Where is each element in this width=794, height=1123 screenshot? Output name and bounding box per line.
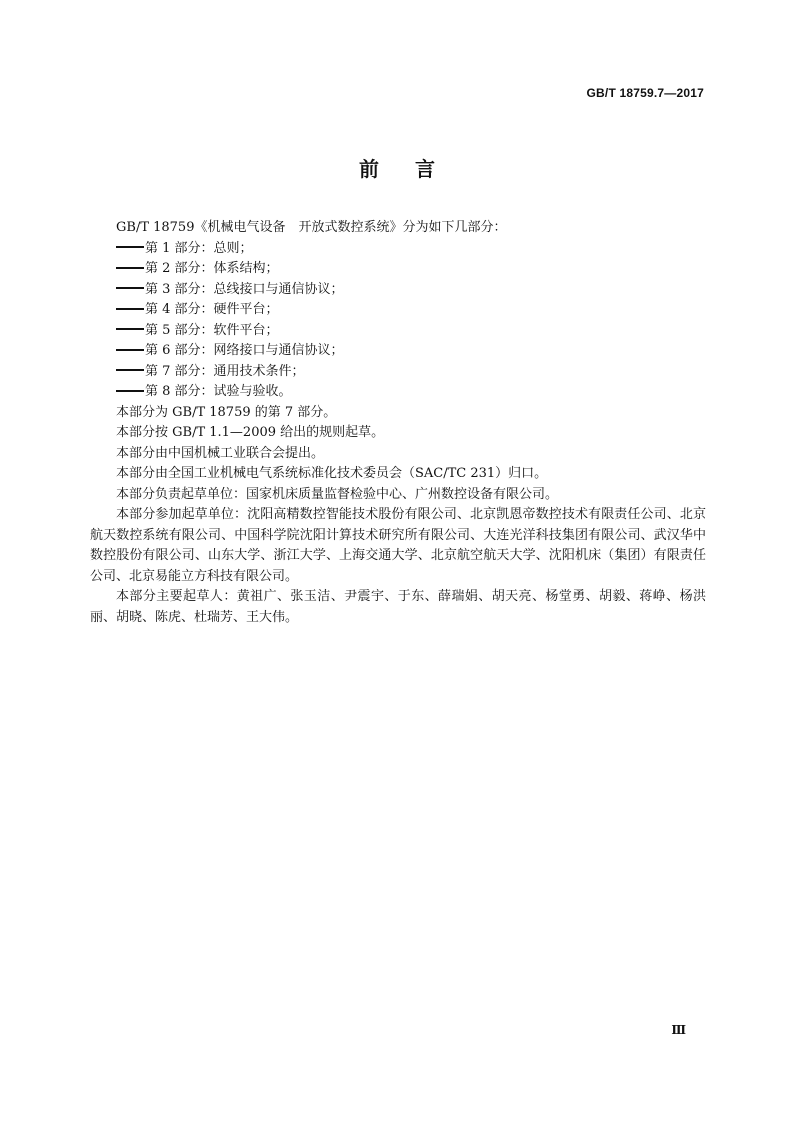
- list-item-text: 第 1 部分：总则；: [145, 240, 253, 256]
- em-dash-mark: [116, 287, 144, 289]
- paragraph-proposer: 本部分由中国机械工业联合会提出。: [116, 445, 325, 461]
- intro-paragraph: GB/T 18759《机械电气设备 开放式数控系统》分为如下几部分：: [116, 220, 507, 235]
- list-item: [90, 362, 706, 383]
- page-title: 前言: [359, 157, 471, 181]
- paragraph-committee: 本部分由全国工业机械电气系统标准化技术委员会（SAC/TC 231）归口。: [116, 466, 548, 481]
- list-item: [90, 300, 706, 321]
- em-dash-mark: [116, 308, 144, 310]
- list-item-text: 第 7 部分：通用技术条件；: [145, 363, 305, 379]
- list-item: [90, 280, 706, 301]
- em-dash-mark: [116, 267, 144, 269]
- list-item-text: 第 2 部分：体系结构；: [145, 261, 279, 276]
- document-body: [90, 218, 706, 628]
- em-dash-mark: [116, 349, 144, 351]
- paragraph-part-number: 本部分为 GB/T 18759 的第 7 部分。: [116, 404, 337, 420]
- standard-code: GB/T 18759.7—2017: [586, 86, 704, 100]
- paragraph-responsible-drafters: 本部分负责起草单位：国家机床质量监督检验中心、广州数控设备有限公司。: [116, 486, 559, 502]
- em-dash-mark: [116, 390, 144, 392]
- paragraph-main-authors: 本部分主要起草人：黄祖广、张玉洁、尹震宇、于东、薛瑞娟、胡天亮、杨堂勇、胡毅、蒋峥、杨洪丽、胡晓、陈虎、杜瑞芳、王大伟。: [90, 589, 706, 625]
- list-item-text: 第 4 部分：硬件平台；: [145, 302, 279, 317]
- em-dash-mark: [116, 246, 144, 248]
- parts-list: [90, 239, 706, 403]
- em-dash-mark: [116, 369, 144, 371]
- list-item: [90, 259, 706, 280]
- paragraph-drafting-rules: 本部分按 GB/T 1.1—2009 给出的规则起草。: [116, 425, 385, 440]
- list-item: [90, 239, 706, 260]
- list-item: [90, 321, 706, 342]
- list-item: [90, 341, 706, 362]
- paragraph-participating-drafters: 本部分参加起草单位：沈阳高精数控智能技术股份有限公司、北京凯恩帝数控技术有限责任公司、北京航天数控系统有限公司、中国科学院沈阳计算技术研究所有限公司、大连光洋科技集团有限公司、武汉华中数控股份有限公司、山东大学、浙江大学、上海交通大学、北京航空航天大学、沈阳机床（集团）有限责任公司、北京易能立方科技有限公司。: [90, 507, 706, 584]
- list-item-text: 第 6 部分：网络接口与通信协议；: [145, 343, 344, 358]
- page-number: Ⅲ: [671, 1023, 686, 1037]
- list-item-text: 第 5 部分：软件平台；: [145, 322, 279, 338]
- list-item-text: 第 8 部分：试验与验收。: [145, 384, 292, 399]
- em-dash-mark: [116, 328, 144, 330]
- list-item: [90, 382, 706, 403]
- list-item-text: 第 3 部分：总线接口与通信协议；: [145, 281, 344, 297]
